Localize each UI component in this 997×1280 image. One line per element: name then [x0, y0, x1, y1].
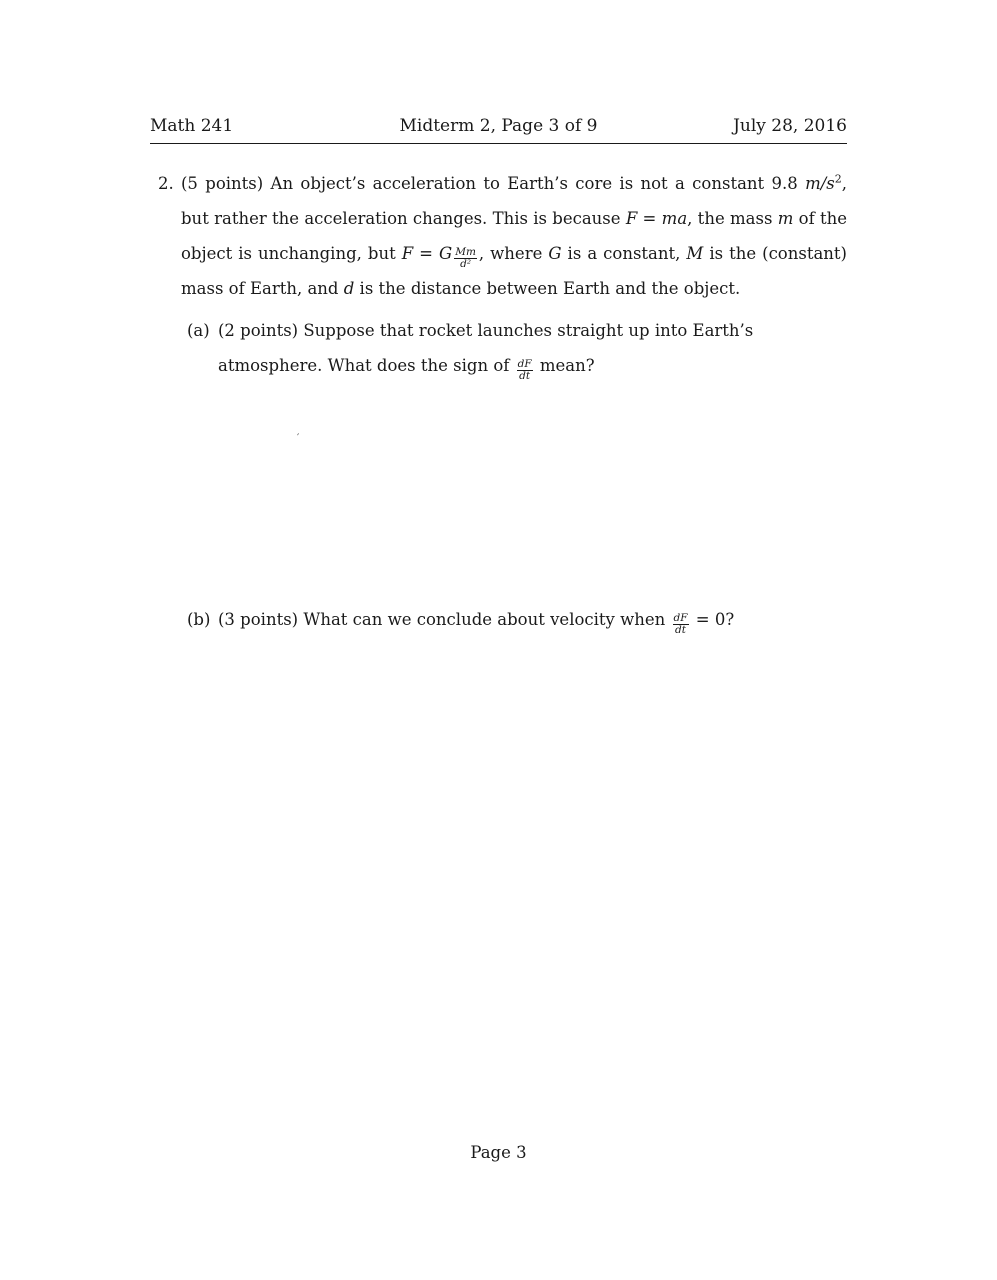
problem-text: , but rather the acceleration changes. This is because — [181, 174, 847, 228]
problem-text: is the distance between Earth and the object. — [354, 279, 741, 298]
problem-text: is a constant, — [561, 244, 687, 263]
part-b-text-end: = 0? — [695, 610, 735, 629]
fraction-numerator: dF — [673, 612, 688, 624]
part-a-question — [218, 313, 847, 383]
course-name: Math 241 — [150, 116, 234, 136]
problem-statement — [181, 166, 847, 306]
fraction-denominator: dt — [519, 370, 531, 382]
part-b-label: (b) — [187, 610, 211, 629]
problem-text: is the (constant) mass of Earth, and — [181, 244, 847, 298]
problem-text: of the object is unchanging, but — [181, 209, 847, 263]
fraction-numerator: dF — [517, 358, 532, 370]
exam-date: July 28, 2016 — [733, 116, 847, 136]
var-d: d — [343, 279, 355, 298]
part-a-fraction — [517, 359, 533, 382]
problem-text: , the mass — [687, 209, 778, 228]
page-header — [150, 116, 847, 144]
fraction-denominator: d² — [460, 258, 472, 270]
problem-text: , where — [478, 244, 549, 263]
problem-points: (5 points) — [181, 174, 264, 193]
exam-title: Midterm 2, Page 3 of 9 — [399, 116, 598, 136]
header-divider — [150, 143, 847, 144]
page-footer: Page 3 — [470, 1143, 527, 1162]
var-m: m — [777, 209, 794, 228]
fraction-denominator: dt — [675, 624, 686, 636]
part-b-fraction — [673, 613, 689, 636]
part-b-points: (3 points) — [218, 610, 299, 629]
gravity-fraction — [454, 247, 477, 270]
problem-text: An object’s acceleration to Earth’s core is not a constant 9.8 — [270, 174, 806, 193]
fraction-numerator: Mm — [455, 246, 476, 258]
equation-f-ma: F = ma — [625, 209, 688, 228]
part-a-text: Suppose that rocket launches straight up into Earth’s atmosphere. What does the sign of — [218, 321, 754, 375]
part-b-text: What can we conclude about velocity when — [303, 610, 666, 629]
stray-pen-mark: ′ — [297, 433, 300, 444]
part-a-label: (a) — [187, 321, 210, 340]
problem-number: 2. — [158, 174, 174, 193]
unit-exponent: 2 — [834, 172, 842, 186]
part-a-text-end: mean? — [539, 356, 595, 375]
equation-gravity: F = G — [401, 244, 453, 263]
unit-ms: m/s — [805, 174, 835, 193]
var-G: G — [548, 244, 562, 263]
var-M: M — [686, 244, 704, 263]
part-a-points: (2 points) — [218, 321, 299, 340]
part-b-question — [218, 602, 847, 637]
